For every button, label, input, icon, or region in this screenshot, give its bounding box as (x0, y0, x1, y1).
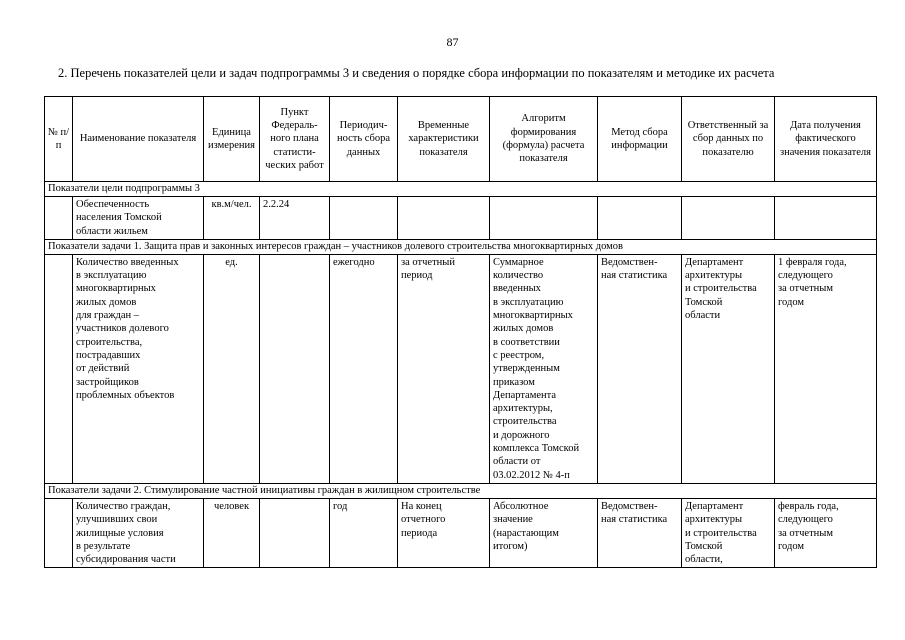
col-header-number: № п/п (45, 97, 73, 182)
cell-collection-method: Ведомствен- ная статистика (598, 254, 682, 483)
cell-number (45, 197, 73, 240)
cell-name: Количество введенных в эксплуатацию многоквартирных жилых домов для граждан – участников долевого строительства, пострадавших от действий застройщиков проблемных объектов (73, 254, 204, 483)
cell-collection-method (598, 197, 682, 240)
table-row (45, 498, 877, 567)
col-header-plan-item: Пункт Федераль-ного плана статисти-ческих работ (260, 97, 330, 182)
cell-plan-item (260, 254, 330, 483)
cell-responsible: Департамент архитектуры и строительства Томской области (682, 254, 775, 483)
section-row (45, 239, 877, 254)
cell-responsible: Департамент архитектуры и строительства Томской области, (682, 498, 775, 567)
col-header-unit: Единица измерения (204, 97, 260, 182)
document-title: 2. Перечень показателей цели и задач подпрограммы 3 и сведения о порядке сбора информации по показателям и методике их расчета (58, 66, 775, 80)
cell-time-characteristics: На конец отчетного периода (398, 498, 490, 567)
cell-actual-date (775, 197, 877, 240)
cell-algorithm: Суммарное количество введенных в эксплуатацию многоквартирных жилых домов в соответствии с реестром, утвержденным приказом Департамента архитектуры, строительства и дорожного комплекса Томской области от 03.02.2012 № 4-п (490, 254, 598, 483)
table-row (45, 197, 877, 240)
section-title: Показатели цели подпрограммы 3 (45, 182, 877, 197)
cell-actual-date: 1 февраля года, следующего за отчетным годом (775, 254, 877, 483)
col-header-periodicity: Периодич-ность сбора данных (330, 97, 398, 182)
cell-algorithm (490, 197, 598, 240)
section-row (45, 483, 877, 498)
cell-time-characteristics: за отчетный период (398, 254, 490, 483)
cell-unit: кв.м/чел. (204, 197, 260, 240)
cell-plan-item (260, 498, 330, 567)
col-header-collection-method: Метод сбора информации (598, 97, 682, 182)
table-row (45, 254, 877, 483)
cell-collection-method: Ведомствен- ная статистика (598, 498, 682, 567)
cell-name: Количество граждан, улучшивших свои жилищные условия в результате субсидирования части (73, 498, 204, 567)
cell-actual-date: февраль года, следующего за отчетным годом (775, 498, 877, 567)
page-number: 87 (446, 35, 459, 49)
col-header-actual-date: Дата получения фактического значения показателя (775, 97, 877, 182)
header-row (45, 97, 877, 182)
col-header-algorithm: Алгоритм формирования (формула) расчета показателя (490, 97, 598, 182)
cell-time-characteristics (398, 197, 490, 240)
col-header-time-characteristics: Временные характеристики показателя (398, 97, 490, 182)
cell-periodicity: год (330, 498, 398, 567)
cell-name: Обеспеченность населения Томской области жильем (73, 197, 204, 240)
cell-responsible (682, 197, 775, 240)
section-title: Показатели задачи 2. Стимулирование частной инициативы граждан в жилищном строительстве (45, 483, 877, 498)
cell-algorithm: Абсолютное значение (нарастающим итогом) (490, 498, 598, 567)
col-header-name: Наименование показателя (73, 97, 204, 182)
cell-number (45, 254, 73, 483)
cell-unit: человек (204, 498, 260, 567)
cell-unit: ед. (204, 254, 260, 483)
cell-periodicity (330, 197, 398, 240)
section-title: Показатели задачи 1. Защита прав и законных интересов граждан – участников долевого строительства многоквартирных домов (45, 239, 877, 254)
cell-periodicity: ежегодно (330, 254, 398, 483)
cell-plan-item: 2.2.24 (260, 197, 330, 240)
indicators-table (44, 96, 877, 568)
cell-number (45, 498, 73, 567)
col-header-responsible: Ответственный за сбор данных по показателю (682, 97, 775, 182)
section-row (45, 182, 877, 197)
